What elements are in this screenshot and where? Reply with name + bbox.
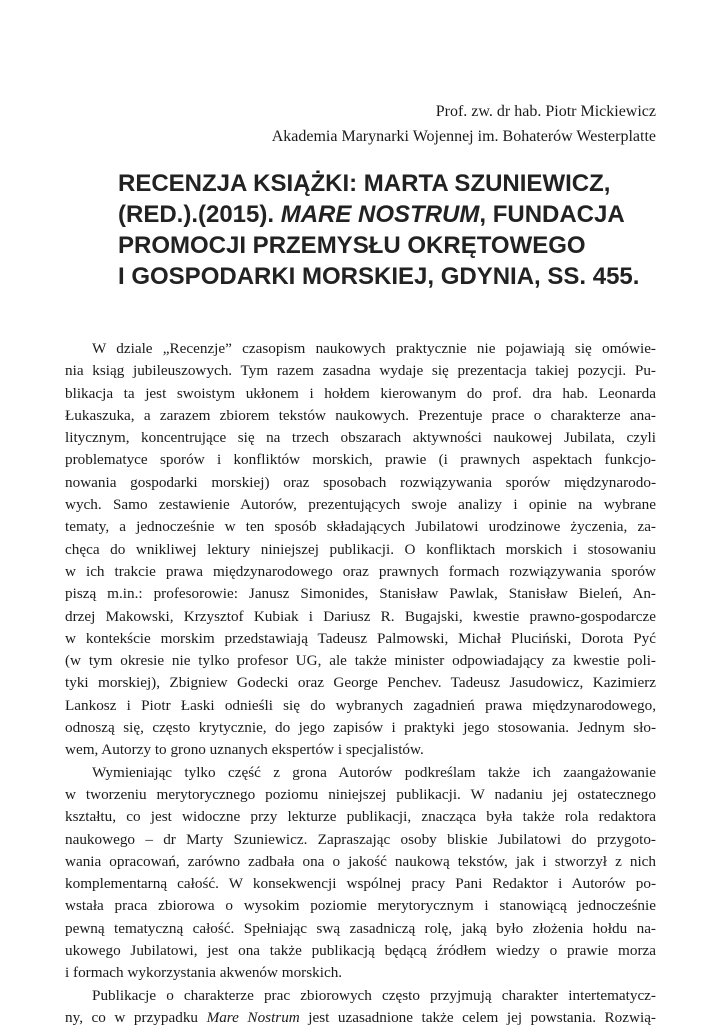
body-line: wem, Autorzy to grono uznanych ekspertów i specjalistów.	[65, 741, 424, 759]
body-line: komplementarną całość. W konsekwencji wspólnej pracy Pani Redaktor i Autorów po-	[65, 875, 656, 893]
body-line: ukowego Jubilatowi, jest ona także publikacją będącą źródłem wiedzy o prawie morza	[65, 942, 656, 960]
title-line-1: RECENZJA KSIĄŻKI: MARTA SZUNIEWICZ,	[118, 170, 611, 197]
author-affiliation: Akademia Marynarki Wojennej im. Bohaterów Westerplatte	[271, 128, 656, 145]
book-name-italic: Mare Nostrum	[206, 1008, 300, 1026]
body-line: Łukaszuka, a zarazem zbiorem tekstów naukowych. Prezentuje prace o charakterze ana-	[65, 406, 656, 424]
body-line: kształtu, co jest widoczne przy lekturze publikacji, znacząca była także rola redaktora	[65, 808, 656, 826]
title-line-3: PROMOCJI PRZEMYSŁU OKRĘTOWEGO	[118, 232, 586, 259]
author-name: Prof. zw. dr hab. Piotr Mickiewicz	[435, 103, 656, 120]
body-line: W dziale „Recenzje” czasopism naukowych praktycznie nie pojawiają się omówie-	[92, 340, 656, 357]
body-line: blikacja ta jest swoistym ukłonem i hołdem kierowanym do prof. dra hab. Leonarda	[65, 384, 656, 402]
body-line: drzej Makowski, Krzysztof Kubiak i Dariusz R. Bugajski, kwestie prawno-gospodarcze	[65, 607, 656, 625]
body-line: Lankosz i Piotr Łaski odnieśli się do wybranych zagadnień prawa międzynarodowego,	[65, 696, 656, 714]
body-line: naukowego – dr Marty Szuniewicz. Zapraszając osoby bliskie Jubilatowi do przygoto-	[65, 830, 656, 848]
body-line: litycznym, koncentrujące się na trzech obszarach aktywności naukowej Jubilata, czyli	[65, 429, 656, 447]
body-line: w ich trakcie prawa międzynarodowego oraz prawnych formach rozwiązywania sporów	[65, 562, 656, 580]
title-line-2-pre: (RED.).(2015).	[118, 201, 281, 228]
body-line: nowania gospodarki morskiej) oraz sposobach rozwiązywania sporów międzynarodo-	[65, 473, 656, 491]
title-line-2-post: , FUNDACJA	[479, 201, 625, 228]
body-line: piszą m.in.: profesorowie: Janusz Simonides, Stanisław Pawlak, Stanisław Bieleń, An-	[65, 585, 656, 603]
body-line: wstała praca zbiorowa o wysokim poziomie merytorycznym i stanowiącą jednocześnie	[65, 897, 656, 915]
body-line: pewną tematyczną całość. Spełniając swą zasadniczą rolę, jaką było złożenia hołdu na-	[65, 919, 656, 937]
body-line: nia ksiąg jubileuszowych. Tym razem zasadna wydaje się prezentacja takiej pozycji. Pu-	[65, 362, 656, 380]
body-line: wych. Samo zestawienie Autorów, prezentujących swoje analizy i opinie na wybrane	[65, 496, 656, 514]
body-last-post: jest uzasadnione także celem jej powstania. Rozwią-	[299, 1008, 656, 1026]
body-line: chęca do wnikliwej lektury niniejszej publikacji. O konfliktach morskich i stosowaniu	[65, 540, 656, 558]
body-line: tyki morskiej), Zbigniew Godecki oraz George Penchev. Tadeusz Jasudowicz, Kazimierz	[65, 674, 656, 692]
body-line: (w tym okresie nie tylko profesor UG, ale także minister odpowiadający za kwestie poli-	[65, 652, 656, 670]
review-title	[118, 168, 678, 292]
title-line-4: I GOSPODARKI MORSKIEJ, GDYNIA, SS. 455.	[118, 263, 640, 290]
body-line: problematyce sporów i konfliktów morskich, prawie (i prawnych aspektach funkcjo-	[65, 451, 656, 469]
body-line: odnoszą się, często krytycznie, do jego zapisów i praktyki jego stosowania. Jednym sło-	[65, 719, 656, 737]
body-line: Publikacje o charakterze prac zbiorowych często przyjmują charakter intertematycz-	[92, 986, 656, 1004]
body-line: tematy, a jednocześnie w ten sposób składających Jubilatowi urodzinowe życzenia, za-	[65, 518, 656, 536]
body-line: i formach wykorzystania akwenów morskich.	[65, 964, 343, 982]
title-book-name: MARE NOSTRUM	[280, 201, 480, 228]
body-last-pre: ny, co w przypadku	[65, 1008, 207, 1026]
body-line: w tworzeniu merytorycznego poziomu niniejszej publikacji. W nadaniu jej ostatecznego	[65, 785, 656, 803]
title-line-2	[118, 199, 678, 230]
review-body	[65, 338, 656, 1029]
body-line: wania opracowań, zarówno zadbała ona o jakość naukową tekstów, jak i stworzył z nich	[65, 852, 656, 870]
body-line: Wymieniając tylko część z grona Autorów podkreślam także ich zaangażowanie	[92, 763, 656, 781]
body-line: w kontekście morskim przedstawiają Tadeusz Palmowski, Michał Pluciński, Dorota Pyć	[65, 629, 656, 647]
body-line-last	[65, 1007, 656, 1029]
